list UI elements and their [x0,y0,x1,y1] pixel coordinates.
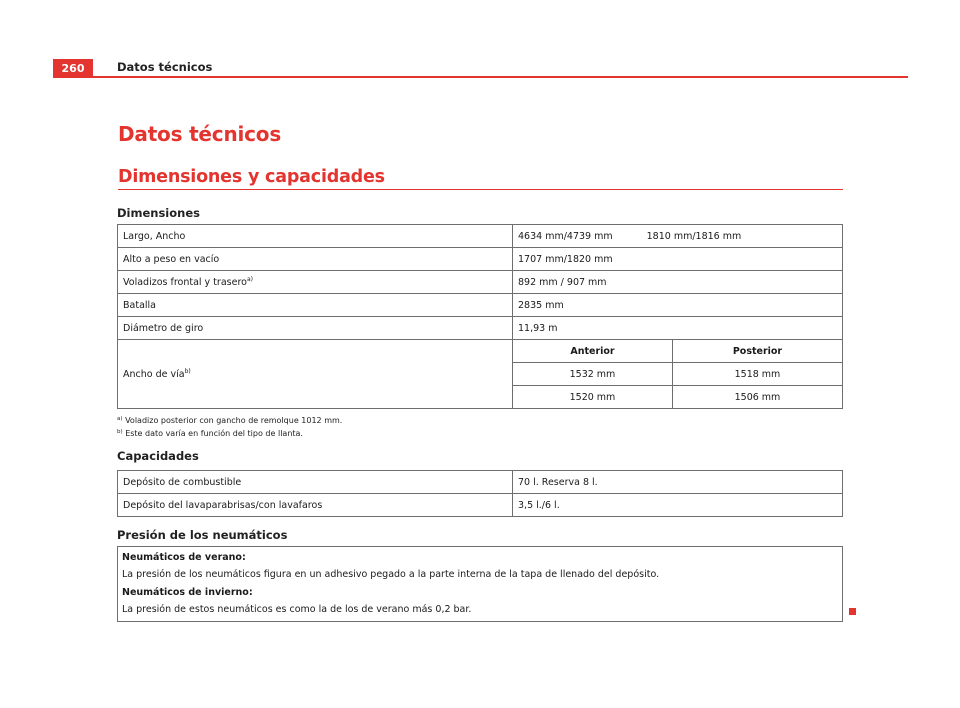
ancho-value: 1810 mm/1816 mm [646,230,742,242]
footnote-ref-a: a) [246,276,253,283]
end-of-section-marker [849,608,856,615]
voladizos-label: Voladizos frontal y trasero$^{a)}$ [118,271,513,294]
largo-ancho-value [513,225,843,248]
invierno-label: Neumáticos de invierno: [122,587,253,598]
capacidades-table [117,470,843,517]
table-row [118,340,843,363]
table-row [118,317,843,340]
anterior-value: 1520 mm [513,386,673,409]
anterior-value: 1532 mm [513,363,673,386]
posterior-header: Posterior [672,340,842,363]
lavaparabrisas-label: Depósito del lavaparabrisas/con lavafaros [118,494,513,517]
combustible-value: 70 l. Reserva 8 l. [513,471,843,494]
largo-ancho-label: Largo, Ancho [118,225,513,248]
running-header: Datos técnicos [117,60,213,74]
combustible-label: Depósito de combustible [118,471,513,494]
section-title: Dimensiones y capacidades [118,167,385,187]
invierno-text: La presión de estos neumáticos es como la de los de verano más 0,2 bar. [122,604,472,615]
lavaparabrisas-value: 3,5 l./6 l. [513,494,843,517]
section-rule [118,189,843,190]
diametro-value: 11,93 m [513,317,843,340]
diametro-label: Diámetro de giro [118,317,513,340]
presion-heading: Presión de los neumáticos [117,528,288,542]
alto-label: Alto a peso en vacío [118,248,513,271]
dimensiones-table [117,224,843,409]
verano-label: Neumáticos de verano: [122,552,246,563]
header-rule [93,76,908,78]
footnote-a: $^{a)}$ Voladizo posterior con gancho de remolque 1012 mm. [117,416,343,425]
batalla-label: Batalla [118,294,513,317]
footnote-b: $^{b)}$ Este dato varía en función del tipo de llanta. [117,429,303,438]
voladizos-value: 892 mm / 907 mm [513,271,843,294]
table-row [118,225,843,248]
table-row [118,248,843,271]
table-row [118,471,843,494]
page-number: 260 [53,59,93,78]
table-row [118,494,843,517]
anterior-header: Anterior [513,340,673,363]
dimensiones-heading: Dimensiones [117,206,200,220]
presion-box [117,546,843,622]
ancho-via-label: Ancho de vía$^{b)}$ [118,340,513,409]
capacidades-heading: Capacidades [117,449,199,463]
posterior-value: 1518 mm [672,363,842,386]
alto-value: 1707 mm/1820 mm [513,248,843,271]
page-title: Datos técnicos [118,122,282,146]
table-row [118,271,843,294]
footnote-ref-b: b) [184,368,191,375]
largo-value: 4634 mm/4739 mm [518,230,613,242]
batalla-value: 2835 mm [513,294,843,317]
verano-text: La presión de los neumáticos figura en un adhesivo pegado a la parte interna de la tapa de llenado del depósito. [122,569,660,580]
posterior-value: 1506 mm [672,386,842,409]
table-row [118,294,843,317]
